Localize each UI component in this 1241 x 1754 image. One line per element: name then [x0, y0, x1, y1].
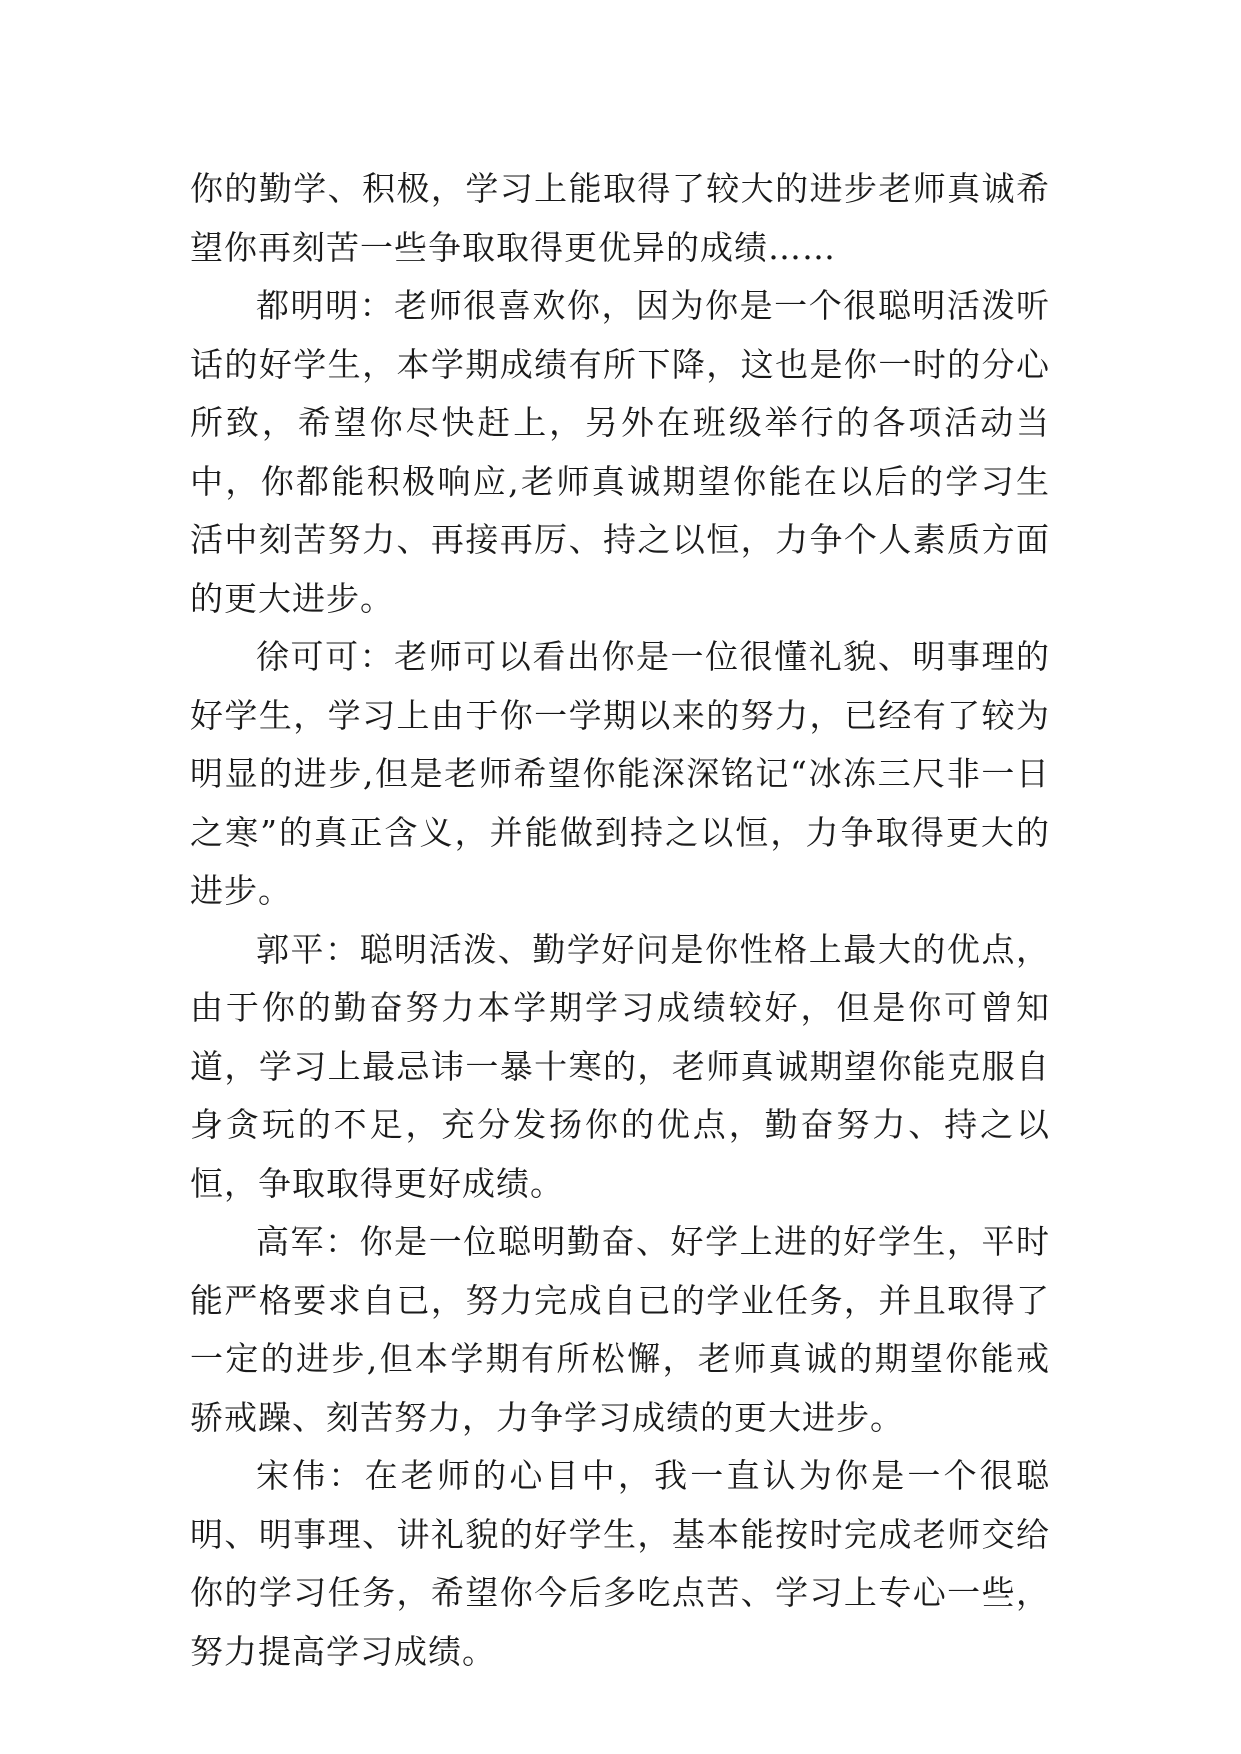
- paragraph-song-wei: 宋伟：在老师的心目中，我一直认为你是一个很聪明、明事理、讲礼貌的好学生，基本能按时完成老师交给你的学习任务，希望你今后多吃点苦、学习上专心一些，努力提高学习成绩。: [190, 1456, 1050, 1671]
- paragraph-guo-ping: 郭平：聪明活泼、勤学好问是你性格上最大的优点，由于你的勤奋努力本学期学习成绩较好，但是你可曾知道，学习上最忌讳一暴十寒的，老师真诚期望你能克服自身贪玩的不足，充分发扬你的优点，勤奋努力、持之以恒，争取取得更好成绩。: [190, 929, 1050, 1203]
- document-body: [190, 160, 1050, 1681]
- paragraph-intro: 你的勤学、积极，学习上能取得了较大的进步老师真诚希望你再刻苦一些争取取得更优异的成绩……: [190, 169, 1050, 267]
- paragraph-gao-jun: 高军：你是一位聪明勤奋、好学上进的好学生，平时能严格要求自已，努力完成自已的学业任务，并且取得了一定的进步,但本学期有所松懈，老师真诚的期望你能戒骄戒躁、刻苦努力，力争学习成绩的更大进步。: [190, 1222, 1050, 1437]
- paragraph-du-mingming: 都明明：老师很喜欢你，因为你是一个很聪明活泼听话的好学生，本学期成绩有所下降，这也是你一时的分心所致，希望你尽快赶上，另外在班级举行的各项活动当中，你都能积极响应,老师真诚期望你能在以后的学习生活中刻苦努力、再接再厉、持之以恒，力争个人素质方面的更大进步。: [190, 286, 1050, 618]
- paragraph-xu-keke: 徐可可：老师可以看出你是一位很懂礼貌、明事理的好学生，学习上由于你一学期以来的努力，已经有了较为明显的进步,但是老师希望你能深深铭记“冰冻三尺非一日之寒”的真正含义，并能做到持之以恒，力争取得更大的进步。: [190, 637, 1050, 910]
